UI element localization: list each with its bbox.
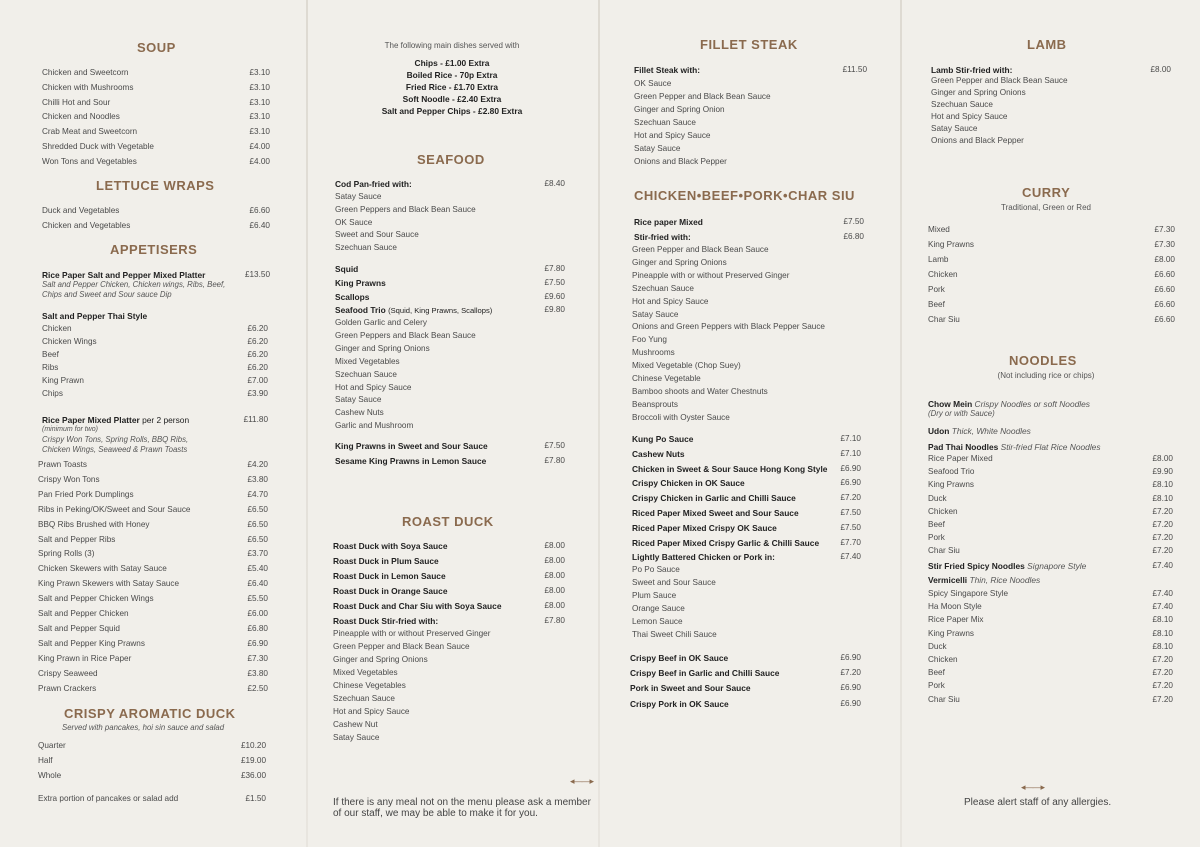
lamb-option-name: Onions and Black Pepper [931,136,1024,145]
trio-option-name: Szechuan Sauce [335,369,397,379]
crispy-duck-item-price: £10.20 [240,741,266,750]
cbp-option-name: Bamboo shoots and Water Chestnuts [632,386,768,396]
appetiser-item-name: Ribs in Peking/OK/Sweet and Sour Sauce [38,504,191,514]
seafood-item-name: Squid [335,264,359,274]
vermicelli-item-name: Char Siu [928,694,960,704]
lamb-label: Lamb Stir-fried with: [931,65,1013,75]
roast-duck-option-name: Mixed Vegetables [333,668,398,677]
soup-item-name: Crab Meat and Sweetcorn [42,127,138,137]
soup-item-name: Chilli Hot and Sour [42,97,111,107]
soup-item-price: £3.10 [249,68,270,77]
sides-intro: The following main dishes served with [384,41,520,50]
footer-right: Please alert staff of any allergies. [964,797,1112,808]
cod-option-name: Green Peppers and Black Bean Sauce [335,204,476,214]
seafood-item-price: £7.80 [544,264,565,273]
fillet-option-name: Szechuan Sauce [634,118,696,127]
soup-item-name: Chicken and Sweetcorn [42,68,129,77]
cbp-option-name: Onions and Green Peppers with Black Pepper Sauce [632,322,825,332]
seafood-item-name: Scallops [335,292,370,302]
noodles-title: NOODLES [1009,353,1077,368]
platter-label: Rice Paper Salt and Pepper Mixed Platter [42,270,206,280]
lettuce-item-price: £6.60 [249,206,270,215]
cbp-item-2-name: Crispy Chicken in Garlic and Chilli Sauce [632,493,796,504]
thai-item-name: Chips [42,389,63,398]
cbp-item-3-name: Crispy Beef in OK Sauce [630,653,729,663]
noodle-item-name: Chicken [928,506,958,516]
seafood-extra-name: King Prawns in Sweet and Sour Sauce [335,441,488,451]
appetiser-item-name: Prawn Toasts [38,460,87,469]
cbp-item-2-name: Riced Paper Mixed Crispy Garlic & Chilli Sauce [632,537,820,548]
vermicelli-item-name: Spicy Singapore Style [928,589,1009,598]
curry-item-name: Pork [928,285,945,294]
trio-price: £9.80 [544,305,565,314]
curry-item-name: King Prawns [928,240,974,249]
thai-item-name: Ribs [42,363,59,372]
lamb-option-name: Szechuan Sauce [931,100,993,109]
soup-item-name: Won Tons and Vegetables [42,156,137,166]
cod-price: £8.40 [544,179,565,188]
roast-duck-option-name: Satay Sauce [333,733,380,742]
crispy-duck-item-name: Quarter [38,741,66,750]
curry-item-name: Beef [928,300,945,309]
battered-option-name: Po Po Sauce [632,565,680,574]
extra-portion-label: Extra portion of pancakes or salad add [38,794,179,803]
appetiser-item-price: £6.90 [247,638,268,648]
cbp-item-2-name: Chicken in Sweet & Sour Sauce Hong Kong Style [632,463,828,474]
roast-duck-item-price: £8.00 [544,586,565,595]
crispy-duck-item-name: Whole [38,771,62,780]
crispy-duck-title: CRISPY AROMATIC DUCK [64,706,236,721]
noodle-item-name: Rice Paper Mixed [928,454,993,463]
appetiser-item-price: £3.80 [247,668,268,678]
curry-title: CURRY [1022,185,1071,200]
soup-item-price: £4.00 [249,156,270,166]
cbp-item-2-price: £7.70 [840,537,861,547]
spicy-noodles-price: £7.40 [1152,561,1173,570]
cbp-option-name: Mixed Vegetable (Chop Suey) [632,361,741,371]
trio-option-name: Green Peppers and Black Bean Sauce [335,330,476,340]
cbp-item-2-price: £7.10 [840,448,861,458]
cbp-option-name: Foo Yung [632,335,667,345]
vermicelli-item-name: Chicken [928,655,958,664]
cbp-item-2-price: £7.50 [840,522,861,532]
thai-item-price: £6.20 [247,350,268,359]
platter-note-1: Salt and Pepper Chicken, Chicken wings, Ribs, Beef, [42,280,226,289]
curry-item-price: £6.60 [1154,300,1175,309]
side-line: Soft Noodle - £2.40 Extra [402,94,502,104]
vermicelli-item-name: Pork [928,681,945,691]
roast-duck-option-name: Szechuan Sauce [333,694,395,703]
side-line: Boiled Rice - 70p Extra [406,70,498,80]
thai-item-price: £6.20 [247,363,268,372]
curry-item-price: £6.60 [1154,315,1175,324]
curry-item-price: £7.30 [1154,225,1175,234]
appetiser-item-price: £4.70 [247,489,268,499]
curry-item-name: Mixed [928,225,950,234]
lamb-option-name: Satay Sauce [931,124,978,133]
seafood-extra-name: Sesame King Prawns in Lemon Sauce [335,456,487,466]
cbp-item-2-name: Kung Po Sauce [632,434,694,444]
crispy-duck-item-price: £19.00 [240,756,266,765]
cbp-option-name: Satay Sauce [632,309,679,319]
trio-label: Seafood Trio (Squid, King Prawns, Scallops) [335,305,493,315]
seafood-item-price: £7.50 [544,278,565,287]
mixed-note-1: (minimum for two) [42,426,99,433]
cbp-item-3-price: £6.90 [840,653,861,662]
roast-duck-item-price: £8.00 [544,541,565,550]
seafood-extra-price: £7.80 [544,456,565,465]
soup-item-name: Shredded Duck with Vegetable [42,142,154,151]
appetiser-item-name: Chicken Skewers with Satay Sauce [38,564,167,574]
crispy-duck-subtitle: Served with pancakes, hoi sin sauce and salad [62,723,225,732]
trio-option-name: Ginger and Spring Onions [335,343,430,353]
cbp-item-2-name: Lightly Battered Chicken or Pork in: [632,552,775,563]
curry-item-price: £6.60 [1154,270,1175,279]
cbp-item-2-name: Riced Paper Mixed Crispy OK Sauce [632,522,777,533]
vermicelli-label: Vermicelli Thin, Rice Noodles [928,575,1041,585]
thai-item-name: Beef [42,350,59,359]
lamb-option-name: Hot and Spicy Sauce [931,112,1008,121]
curry-item-price: £8.00 [1154,255,1175,264]
trio-option-name: Mixed Vegetables [335,356,400,366]
thai-style-label: Salt and Pepper Thai Style [42,311,148,321]
curry-item-price: £7.30 [1154,240,1175,249]
curry-item-name: Lamb [928,255,949,264]
vermicelli-item-name: Duck [928,641,947,651]
battered-option-name: Orange Sauce [632,604,685,613]
udon-label: Udon Thick, White Noodles [928,426,1031,436]
side-line: Fried Rice - £1.70 Extra [405,82,499,92]
trio-option-name: Garlic and Mushroom [335,421,414,431]
side-line: Salt and Pepper Chips - £2.80 Extra [381,106,523,116]
cbp-item-2-price: £6.90 [840,478,861,488]
appetiser-item-price: £6.50 [247,504,268,514]
thai-item-price: £7.00 [247,376,268,385]
noodle-item-name: Pork [928,533,945,543]
noodle-item-name: Seafood Trio [928,467,975,477]
seafood-title: SEAFOOD [417,152,485,167]
roast-duck-item-name: Roast Duck in Lemon Sauce [333,571,446,581]
appetiser-item-name: Salt and Pepper Ribs [38,534,116,544]
noodle-item-name: King Prawns [928,480,974,490]
noodle-item-price: £8.10 [1152,480,1173,490]
noodle-item-name: Beef [928,520,945,529]
cbp-option-name: Szechuan Sauce [632,283,694,293]
lettuce-wraps-title: LETTUCE WRAPS [96,178,215,193]
appetiser-item-name: Salt and Pepper Chicken [38,609,129,618]
vermicelli-item-price: £7.20 [1152,655,1173,664]
cod-label: Cod Pan-fried with: [335,179,412,189]
thai-item-name: King Prawn [42,376,84,385]
appetiser-item-name: King Prawn Skewers with Satay Sauce [38,579,180,589]
roast-duck-option-name: Pineapple with or without Preserved Ginger [333,629,491,638]
cbp-item-3-price: £6.90 [840,683,861,693]
fillet-option-name: Green Pepper and Black Bean Sauce [634,92,771,101]
chow-mein-note: (Dry or with Sauce) [928,409,995,418]
cod-option-name: Satay Sauce [335,192,382,201]
appetiser-item-price: £7.30 [247,653,268,663]
fillet-option-name: OK Sauce [634,79,672,88]
fillet-label: Fillet Steak with: [634,65,701,75]
appetiser-item-name: Spring Rolls (3) [38,549,95,559]
lamb-option-name: Green Pepper and Black Bean Sauce [931,76,1068,85]
appetiser-item-name: Crispy Won Tons [38,474,100,484]
noodle-item-price: £8.00 [1152,454,1173,463]
roast-duck-item-price: £8.00 [544,601,565,610]
cbp-item-2-name: Cashew Nuts [632,448,685,459]
vermicelli-item-price: £8.10 [1152,628,1173,638]
appetiser-item-price: £3.80 [247,474,268,484]
cbp-item-2-price: £7.20 [840,493,861,503]
thai-item-price: £6.20 [247,324,268,333]
cbp-item-price: £6.80 [843,231,864,241]
noodle-item-price: £7.20 [1152,546,1173,556]
soup-item-name: Chicken and Noodles [42,112,120,122]
noodle-item-price: £7.20 [1152,533,1173,543]
lettuce-item-name: Duck and Vegetables [42,206,120,215]
mixed-note-2: Crispy Won Tons, Spring Rolls, BBQ Ribs, [42,435,189,444]
vermicelli-item-name: Beef [928,668,945,678]
fillet-option-name: Onions and Black Pepper [634,157,727,166]
vermicelli-item-price: £8.10 [1152,615,1173,625]
appetiser-item-price: £5.40 [247,564,268,574]
appetiser-item-price: £6.00 [247,609,268,618]
soup-item-price: £3.10 [249,82,270,92]
roast-duck-item-name: Roast Duck with Soya Sauce [333,541,448,551]
lamb-title: LAMB [1027,37,1067,52]
appetiser-item-name: Prawn Crackers [38,683,97,693]
cod-option-name: OK Sauce [335,217,373,227]
seafood-item-name: King Prawns [335,278,386,288]
side-line: Chips - £1.00 Extra [414,58,490,68]
vermicelli-item-price: £7.20 [1152,668,1173,678]
appetisers-title: APPETISERS [110,242,198,257]
fillet-option-name: Ginger and Spring Onion [634,105,725,114]
roast-duck-item-price: £8.00 [544,556,565,565]
panel-4 [901,0,1200,847]
soup-item-name: Chicken with Mushrooms [42,82,134,92]
ornament: ◂——▸ [570,776,594,786]
vermicelli-item-price: £8.10 [1152,641,1173,651]
battered-option-name: Thai Sweet Chili Sauce [632,630,717,639]
soup-item-price: £4.00 [249,142,270,151]
vermicelli-item-name: Rice Paper Mix [928,615,984,625]
battered-option-name: Lemon Sauce [632,617,683,626]
noodle-item-price: £7.20 [1152,520,1173,529]
appetiser-item-price: £6.50 [247,519,268,529]
trio-option-name: Satay Sauce [335,395,382,405]
crispy-duck-item-name: Half [38,756,53,765]
vermicelli-item-name: King Prawns [928,628,974,638]
cbp-item-3-name: Crispy Pork in OK Sauce [630,698,729,709]
cbp-item-name: Rice paper Mixed [634,217,703,227]
extra-portion-price: £1.50 [245,794,266,803]
panel-1 [0,0,306,847]
cbp-option-name: Ginger and Spring Onions [632,257,727,267]
roast-duck-option-name: Chinese Vegetables [333,681,406,690]
trio-option-name: Hot and Spicy Sauce [335,382,412,392]
platter-price: £13.50 [244,270,270,279]
appetiser-item-price: £6.80 [247,623,268,633]
cbp-item-2-price: £6.90 [840,463,861,473]
noodle-item-price: £8.10 [1152,493,1173,503]
ornament: ◂——▸ [1021,782,1045,792]
soup-title: SOUP [137,40,176,55]
noodle-item-price: £9.90 [1152,467,1173,477]
trio-option-name: Cashew Nuts [335,408,384,418]
mixed-platter-price: £11.80 [243,415,268,424]
cbp-title: CHICKEN•BEEF•PORK•CHAR SIU [634,188,855,203]
cbp-option-name: Mushrooms [632,348,675,358]
roast-duck-item-name: Roast Duck Stir-fried with: [333,616,439,626]
vermicelli-item-price: £7.40 [1152,589,1173,598]
roast-duck-item-price: £8.00 [544,571,565,580]
lettuce-item-name: Chicken and Vegetables [42,221,131,230]
thai-item-price: £6.20 [247,337,268,346]
seafood-extra-price: £7.50 [544,441,565,450]
roast-duck-option-name: Green Pepper and Black Bean Sauce [333,642,470,651]
cbp-item-2-name: Crispy Chicken in OK Sauce [632,478,745,489]
appetiser-item-price: £6.40 [247,579,268,589]
appetiser-item-name: Crispy Seaweed [38,668,98,678]
fillet-price: £11.50 [842,65,867,74]
cbp-item-name: Stir-fried with: [634,231,691,242]
seafood-item-price: £9.60 [544,292,565,301]
panel-2 [307,0,598,847]
cbp-item-3-price: £7.20 [840,668,861,678]
pad-thai-label: Pad Thai Noodles Stir-fried Flat Rice Noodles [928,442,1101,452]
cbp-item-price: £7.50 [843,217,864,226]
appetiser-item-price: £4.20 [247,460,268,469]
curry-item-name: Char Siu [928,315,960,324]
soup-item-price: £3.10 [249,97,270,107]
roast-duck-option-name: Ginger and Spring Onions [333,655,428,664]
cbp-item-2-price: £7.10 [840,434,861,443]
cbp-option-name: Beansprouts [632,399,678,409]
noodle-item-name: Duck [928,493,947,503]
roast-duck-item-name: Roast Duck in Plum Sauce [333,556,439,566]
roast-duck-item-name: Roast Duck and Char Siu with Soya Sauce [333,601,502,611]
thai-item-name: Chicken [42,324,72,333]
fillet-option-name: Hot and Spicy Sauce [634,131,711,140]
cbp-option-name: Chinese Vegetable [632,374,701,383]
cbp-item-3-price: £6.90 [840,698,861,708]
appetiser-item-name: BBQ Ribs Brushed with Honey [38,519,150,529]
appetiser-item-price: £3.70 [247,549,268,559]
soup-item-price: £3.10 [249,127,270,137]
vermicelli-item-price: £7.20 [1152,681,1173,691]
cbp-item-2-name: Riced Paper Mixed Sweet and Sour Sauce [632,508,799,518]
battered-option-name: Plum Sauce [632,591,677,600]
vermicelli-item-name: Ha Moon Style [928,602,982,612]
lamb-price: £8.00 [1150,65,1171,74]
curry-item-name: Chicken [928,270,958,279]
soup-item-price: £3.10 [249,112,270,122]
curry-item-price: £6.60 [1154,285,1175,294]
noodles-subtitle: (Not including rice or chips) [997,371,1095,380]
footer-left: If there is any meal not on the menu please ask a member of our staff, we may be able to make it for you. [333,797,591,819]
noodle-item-name: Char Siu [928,546,960,556]
mixed-platter-label: Rice Paper Mixed Platter per 2 person [42,415,190,425]
cbp-item-3-name: Crispy Beef in Garlic and Chilli Sauce [630,668,780,679]
roast-duck-option-name: Cashew Nut [333,720,378,729]
noodle-item-price: £7.20 [1152,506,1173,516]
panel-3 [599,0,900,847]
chow-mein-label: Chow Mein Crispy Noodles or soft Noodles [928,399,1090,409]
appetiser-item-name: Salt and Pepper King Prawns [38,638,145,648]
cbp-option-name: Green Pepper and Black Bean Sauce [632,245,769,254]
platter-note-2: Chips and Sweet and Sour sauce Dip [42,290,172,299]
cod-option-name: Sweet and Sour Sauce [335,230,419,240]
crispy-duck-item-price: £36.00 [240,771,266,780]
battered-option-name: Sweet and Sour Sauce [632,578,716,587]
thai-item-price: £3.90 [247,389,268,398]
cbp-option-name: Hot and Spicy Sauce [632,296,709,306]
appetiser-item-name: King Prawn in Rice Paper [38,653,132,663]
appetiser-item-price: £5.50 [247,594,268,604]
trio-option-name: Golden Garlic and Celery [335,318,427,327]
vermicelli-item-price: £7.40 [1152,602,1173,612]
fillet-option-name: Satay Sauce [634,144,681,153]
roast-duck-title: ROAST DUCK [402,514,494,529]
lamb-option-name: Ginger and Spring Onions [931,88,1026,97]
cbp-item-2-price: £7.50 [840,508,861,517]
appetiser-item-price: £6.50 [247,534,268,544]
cbp-option-name: Broccoli with Oyster Sauce [632,412,730,422]
cbp-item-2-price: £7.40 [840,552,861,562]
cbp-option-name: Pineapple with or without Preserved Ginger [632,270,790,280]
spicy-noodles-label: Stir Fried Spicy Noodles Signapore Style [928,561,1087,571]
roast-duck-option-name: Hot and Spicy Sauce [333,707,410,716]
roast-duck-item-name: Roast Duck in Orange Sauce [333,586,448,596]
appetiser-item-name: Pan Fried Pork Dumplings [38,489,134,499]
fillet-title: FILLET STEAK [700,37,798,52]
appetiser-item-name: Salt and Pepper Chicken Wings [38,594,154,604]
curry-subtitle: Traditional, Green or Red [1001,203,1091,212]
appetiser-item-name: Salt and Pepper Squid [38,623,120,633]
thai-item-name: Chicken Wings [42,337,97,346]
mixed-note-3: Chicken Wings, Seaweed & Prawn Toasts [42,445,188,454]
appetiser-item-price: £2.50 [247,683,268,693]
lettuce-item-price: £6.40 [249,221,270,230]
roast-duck-item-price: £7.80 [544,616,565,625]
cbp-item-3-name: Pork in Sweet and Sour Sauce [630,683,751,694]
cod-option-name: Szechuan Sauce [335,243,397,253]
vermicelli-item-price: £7.20 [1152,694,1173,704]
